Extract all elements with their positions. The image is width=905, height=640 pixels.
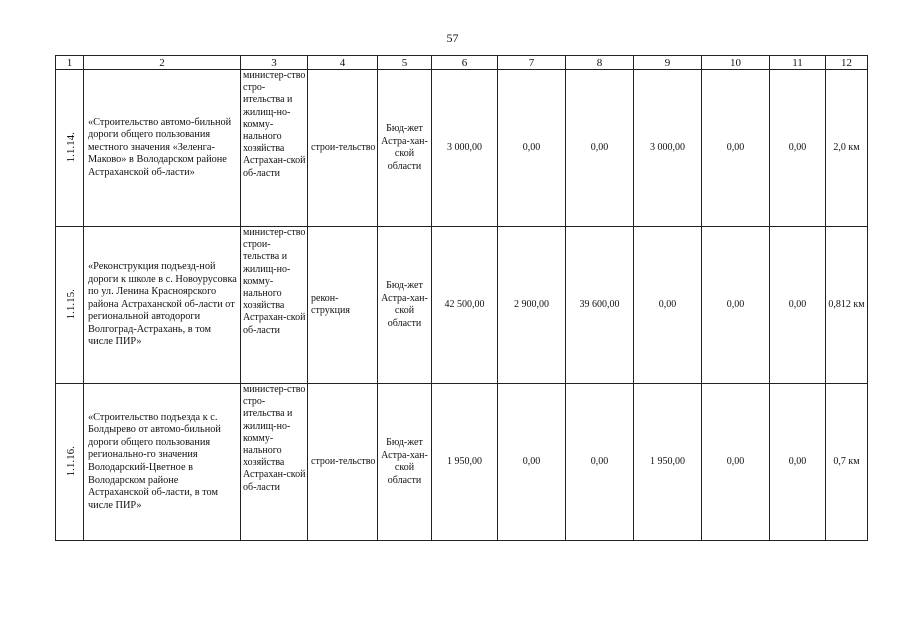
result-cell: 0,7 км bbox=[826, 384, 868, 541]
value-cell: 1 950,00 bbox=[634, 384, 702, 541]
funding-source-cell: Бюд-жет Астра-хан-ской области bbox=[378, 384, 432, 541]
result-cell: 2,0 км bbox=[826, 70, 868, 227]
result-cell: 0,812 км bbox=[826, 227, 868, 384]
value-cell: 0,00 bbox=[634, 227, 702, 384]
work-type-cell: строи-тельство bbox=[308, 70, 378, 227]
value-cell: 0,00 bbox=[566, 70, 634, 227]
column-header: 9 bbox=[634, 56, 702, 70]
column-header: 3 bbox=[241, 56, 308, 70]
column-header: 7 bbox=[498, 56, 566, 70]
value-cell: 0,00 bbox=[498, 384, 566, 541]
column-header: 6 bbox=[432, 56, 498, 70]
funding-source-cell: Бюд-жет Астра-хан-ской области bbox=[378, 70, 432, 227]
executor-cell: министер-ство строи-тельства и жилищ-но-комму-нального хозяйства Астрахан-ской об-ласти bbox=[241, 227, 308, 384]
value-cell: 3 000,00 bbox=[432, 70, 498, 227]
value-cell: 1 950,00 bbox=[432, 384, 498, 541]
table-row bbox=[56, 70, 868, 227]
row-number: 1.1.15. bbox=[64, 289, 77, 320]
page-number: 57 bbox=[446, 31, 459, 45]
value-cell: 0,00 bbox=[770, 227, 826, 384]
value-cell: 0,00 bbox=[498, 70, 566, 227]
table-row bbox=[56, 227, 868, 384]
column-header: 11 bbox=[770, 56, 826, 70]
value-cell: 0,00 bbox=[770, 70, 826, 227]
row-number-cell bbox=[56, 384, 84, 541]
value-cell: 0,00 bbox=[702, 384, 770, 541]
table-header-row bbox=[56, 56, 868, 70]
value-cell: 39 600,00 bbox=[566, 227, 634, 384]
executor-cell: министер-ство стро-ительства и жилищ-но-комму-нального хозяйства Астрахан-ской об-ласти bbox=[241, 384, 308, 541]
column-header: 4 bbox=[308, 56, 378, 70]
value-cell: 0,00 bbox=[770, 384, 826, 541]
work-type-cell: строи-тельство bbox=[308, 384, 378, 541]
value-cell: 42 500,00 bbox=[432, 227, 498, 384]
executor-cell: министер-ство стро-ительства и жилищ-но-комму-нального хозяйства Астрахан-ской об-ласти bbox=[241, 70, 308, 227]
value-cell: 0,00 bbox=[702, 70, 770, 227]
column-header: 8 bbox=[566, 56, 634, 70]
row-number-cell bbox=[56, 70, 84, 227]
column-header: 1 bbox=[56, 56, 84, 70]
column-header: 2 bbox=[84, 56, 241, 70]
value-cell: 2 900,00 bbox=[498, 227, 566, 384]
value-cell: 0,00 bbox=[702, 227, 770, 384]
column-header: 5 bbox=[378, 56, 432, 70]
row-number-cell bbox=[56, 227, 84, 384]
row-number: 1.1.14. bbox=[64, 132, 77, 163]
table-row bbox=[56, 384, 868, 541]
object-name-cell: «Реконструкция подъезд-ной дороги к школе в с. Новоурусовка по ул. Ленина Красноярского района Астраханской об-ласти от региональной автодороги Волгоград-Астрахань, в том числе ПИР» bbox=[84, 227, 241, 384]
column-header: 12 bbox=[826, 56, 868, 70]
program-table bbox=[55, 55, 868, 541]
row-number: 1.1.16. bbox=[64, 446, 77, 477]
value-cell: 0,00 bbox=[566, 384, 634, 541]
work-type-cell: рекон-струкция bbox=[308, 227, 378, 384]
object-name-cell: «Строительство подъезда к с. Болдырево от автомо-бильной дороги общего пользования регионально-го значения Володарский-Цветное в Володарском районе Астраханской об-ласти, в том числе ПИР» bbox=[84, 384, 241, 541]
object-name-cell: «Строительство автомо-бильной дороги общего пользования местного значения «Зеленга-Маково» в Володарском районе Астраханской об-ласти» bbox=[84, 70, 241, 227]
funding-source-cell: Бюд-жет Астра-хан-ской области bbox=[378, 227, 432, 384]
value-cell: 3 000,00 bbox=[634, 70, 702, 227]
column-header: 10 bbox=[702, 56, 770, 70]
